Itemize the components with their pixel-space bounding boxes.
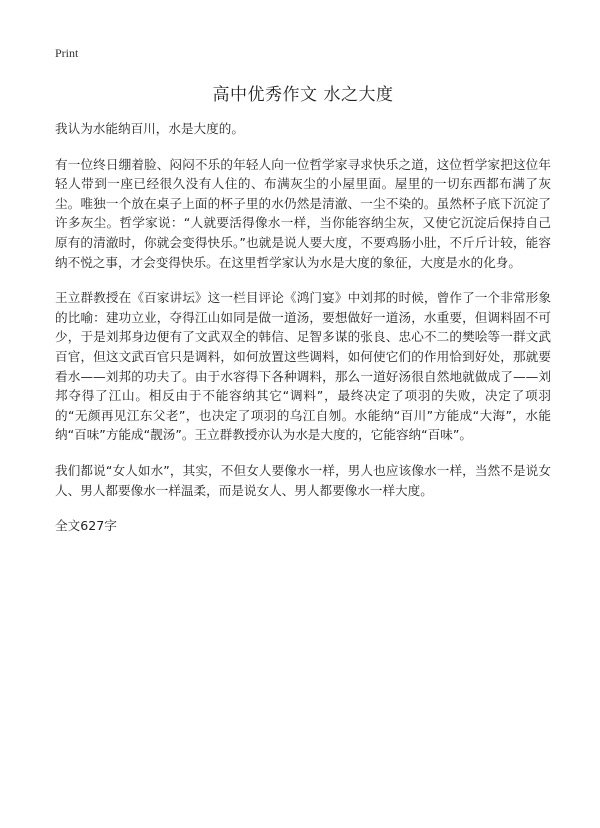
article-paragraph: 我们都说“女人如水”，其实，不但女人要像水一样，男人也应该像水一样，当然不是说女人、男人都要像水一样温柔，而是说女人、男人都要像水一样大度。 (55, 462, 551, 498)
word-count: 全文627字 (55, 518, 117, 534)
article-title: 高中优秀作文 水之大度 (212, 85, 394, 105)
article-paragraph: 有一位终日绷着脸、闷闷不乐的年轻人向一位哲学家寻求快乐之道，这位哲学家把这位年轻人带到一座已经很久没有人住的、布满灰尘的小屋里面。屋里的一切东西都布满了灰尘。唯独一个放在桌子上面的杯子里的水仍然是清澈、一尘不染的。虽然杯子底下沉淀了许多灰尘。哲学家说：“人就要活得像水一样，当你能容纳尘灰，又使它沉淀后保持自己原有的清澈时，你就会变得快乐。”也就是说人要大度，不要鸡肠小肚，不斤斤计较，能容纳不悦之事，才会变得快乐。在这里哲学家认为水是大度的象征，大度是水的化身。 (55, 156, 551, 270)
article-paragraph: 我认为水能纳百川，水是大度的。 (55, 121, 244, 136)
print-link[interactable]: Print (55, 46, 79, 60)
article-paragraph: 王立群教授在《百家讲坛》这一栏目评论《鸿门宴》中刘邦的时候，曾作了一个非常形象的比喻：建功立业，夺得江山如同是做一道汤，要想做好一道汤，水重要，但调料固不可少，于是刘邦身边便有了文武双全的韩信、足智多谋的张良、忠心不二的樊哙等一群文武百官，但这文武百官只是调料，如何放置这些调料，如何使它们的作用恰到好处，那就要看水——刘邦的功夫了。由于水容得下各种调料，那么一道好汤很自然地就做成了——刘邦夺得了江山。相反由于不能容纳其它“调料”，最终决定了项羽的失败，决定了项羽的“无颜再见江东父老”，也决定了项羽的乌江自刎。水能纳“百川”方能成“大海”，水能纳“百味”方能成“靓汤”。王立群教授亦认为水是大度的，它能容纳“百味”。 (55, 290, 551, 443)
article (55, 80, 551, 536)
